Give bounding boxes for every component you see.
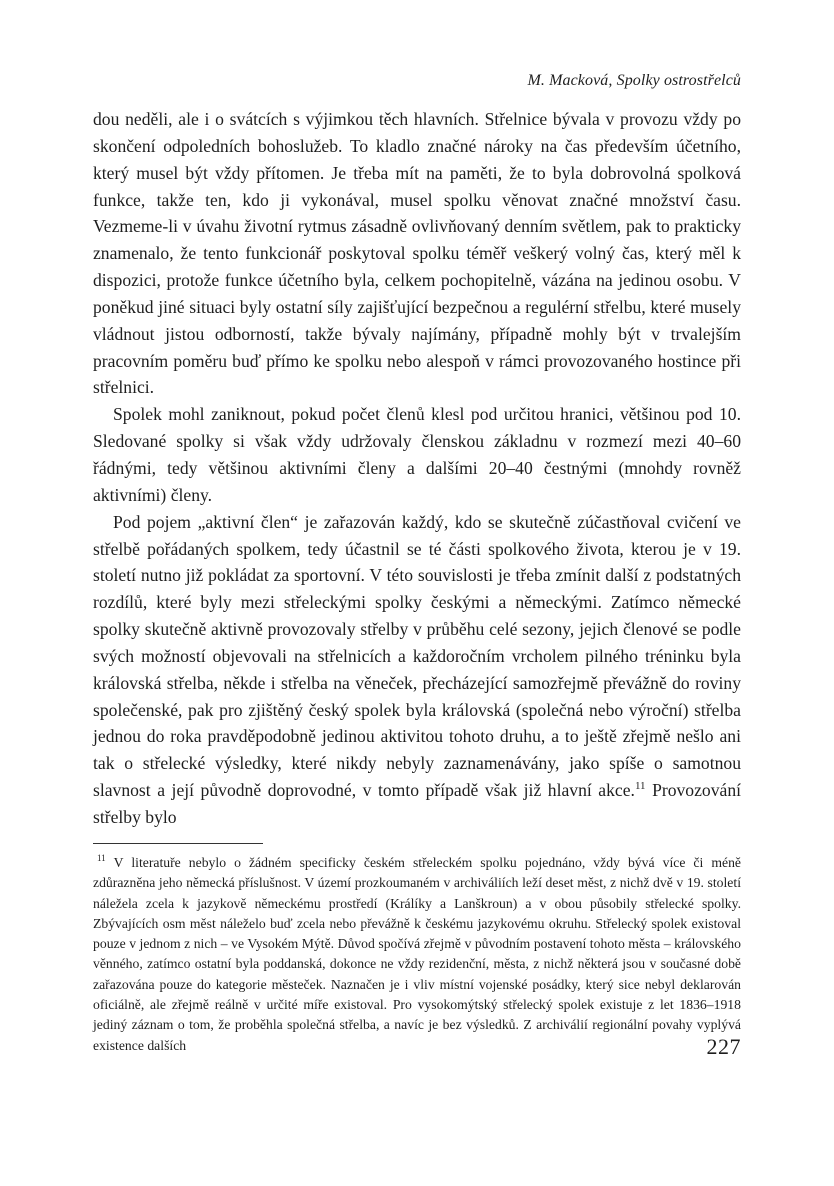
paragraph-3-text: Pod pojem „aktivní člen“ je zařazován každý, kdo se skutečně zúčastňoval cvičení ve střelbě pořádaných spolkem, tedy účastnil se té části spolkového života, kterou je v 19. století nutno již pokládat za sportovní. V této souvislosti je třeba zmínit další z podstatných rozdílů, které byly mezi střeleckými spolky českými a německými. Zatímco německé spolky skutečně aktivně provozovaly střelby v průběhu celé sezony, jejich členové se podle svých možností objevovali na střelnicích a každoročním vrcholem pilného tréninku byla královská střelba, někde i střelba na věneček, přecházející samozřejmě převážně do roviny společenské, pak pro zjištěný český spolek byla královská (společná nebo výroční) střelba jednou do roka pravděpodobně jedinou aktivitou tohoto druhu, a to ještě zřejmě nešlo ani tak o střelecké výsledky, které nikdy nebyly zaznamenávány, jako spíše o samotnou slavnost a její původně doprovodné, v tomto případě však již hlavní akce. <box>93 511 741 801</box>
footnote-reference[interactable]: 11 <box>634 780 646 793</box>
footnote-text: V literatuře nebylo o žádném specificky českém střeleckém spolku pojednáno, vždy bývá více či méně zdůrazněna jeho německá příslušnost. V území prozkoumaném v archiváliích leží deset měst, z nichž dvě v 19. století náležela zcela k jazykově německému prostředí (Králíky a Lanškroun) a v obou působily střelecké spolky. Zbývajících osm měst náleželo buď zcela nebo převážně k českému jazykovému okruhu. Střelecký spolek existoval pouze v jednom z nich – ve Vysokém Mýtě. Důvod spočívá zřejmě v původním postavení tohoto města – královského věnného, zatímco ostatní byla poddanská, dokonce ne vždy rezidenční, města, z nichž některá jsou v současné době zařazována pouze do kategorie městeček. Naznačen je i vliv místní vojenské posádky, který sice nebyl deklarován oficiálně, ale zřejmě reálně v určité míře existoval. Pro vysokomýtský střelecký spolek existuje z let 1836–1918 jediný záznam o tom, že proběhla společná střelba, a navíc je bez výsledků. Z archiválií regionální povahy vyplývá existence dalších <box>93 855 741 1053</box>
page-number: 227 <box>706 1034 741 1059</box>
footnote-divider <box>93 843 263 844</box>
footnote <box>93 853 741 1056</box>
running-head: M. Macková, Spolky ostrostřelců <box>527 72 741 89</box>
footnote-number: 11 <box>97 853 106 864</box>
paragraph-1: dou neděli, ale i o svátcích s výjimkou těch hlavních. Střelnice bývala v provozu vždy po skončení odpoledních bohoslužeb. To kladlo značné nároky na čas především účetního, který musel být vždy přítomen. Je třeba mít na paměti, že to byla dobrovolná spolková funkce, takže ten, kdo ji vykonával, musel spolku věnovat značné množství času. Vezmeme-li v úvahu životní rytmus zásadně ovlivňovaný denním světlem, pak to prakticky znamenalo, že tento funkcionář poskytoval spolku téměř veškerý volný čas, který měl k dispozici, protože funkce účetního byla, celkem pochopitelně, vázána na jedinou osobu. V poněkud jiné situaci byly ostatní síly zajišťující bezpečnou a regulérní střelbu, které musely vládnout jistou odborností, takže bývaly najímány, případně mohly být v trvalejším pracovním poměru buď přímo ke spolku nebo alespoň v rámci provozovaného hostince při střelnici. <box>93 109 741 398</box>
book-page <box>93 0 741 1186</box>
body-text <box>93 106 741 831</box>
paragraph-3 <box>93 509 741 831</box>
paragraph-3-tail: Provozování střelby bylo <box>93 780 741 827</box>
paragraph-2: Spolek mohl zaniknout, pokud počet členů klesl pod určitou hranici, většinou pod 10. Sledované spolky si však vždy udržovaly členskou základnu v rozmezí mezi 40–60 řádnými, tedy většinou aktivními členy a dalšími 20–40 čestnými (mnohdy rovněž aktivními) členy. <box>93 404 741 505</box>
